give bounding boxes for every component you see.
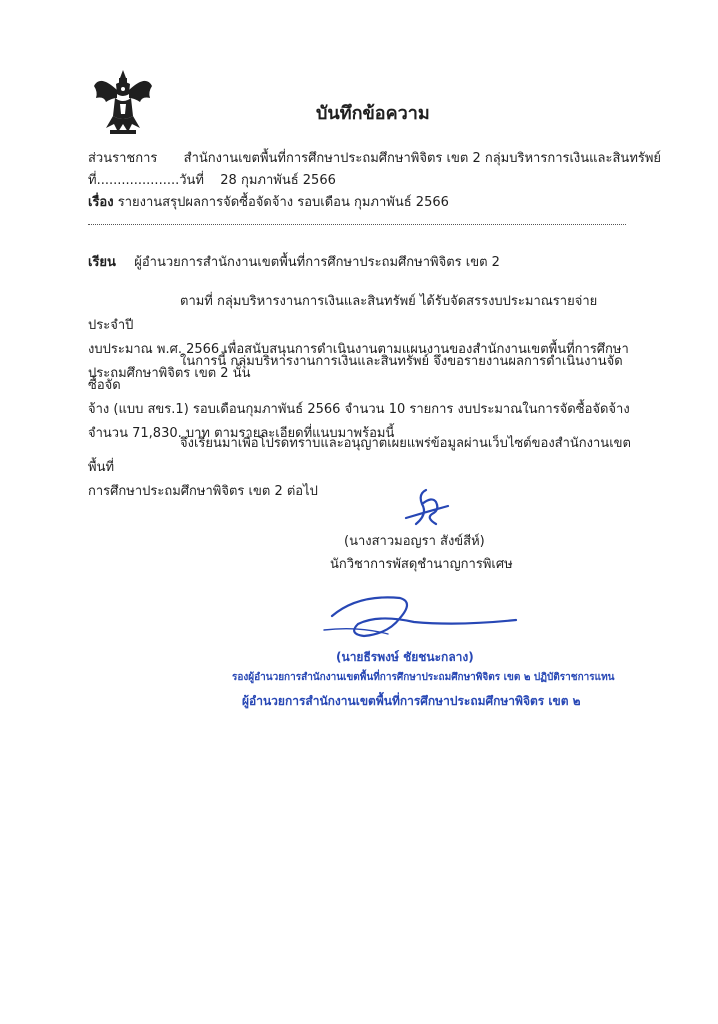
subject-row <box>88 194 449 212</box>
p1-line-1: ตามที่ กลุ่มบริหารงานการเงินและสินทรัพย์ ได้รับจัดสรรงบประมาณรายจ่าย ประจำปี <box>88 294 598 333</box>
p3-line-1: จึงเรียนมาเพื่อโปรดทราบและอนุญาตเผยแพร่ข้อมูลผ่านเว็บไซต์ของสำนักงานเขตพื้นที่ <box>88 436 631 475</box>
ref-label: ที่ <box>88 173 97 188</box>
agency-row <box>88 150 661 168</box>
memo-title: บันทึกข้อความ <box>316 103 430 124</box>
agency-label: ส่วนราชการ <box>88 151 158 166</box>
signature-1-mark <box>396 484 456 532</box>
p1-line-2: งบประมาณ พ.ศ. 2566 เพื่อสนับสนุนการดำเนินงานตามแผนงานของสำนักงานเขตพื้นที่การศึกษา <box>88 342 629 357</box>
paragraph-3 <box>88 432 636 504</box>
signature-2-mark <box>318 590 528 642</box>
subject-value: รายงานสรุปผลการจัดซื้อจัดจ้าง รอบเดือน กุมภาพันธ์ 2566 <box>117 195 449 210</box>
date-value: 28 กุมภาพันธ์ 2566 <box>220 173 336 188</box>
date-label: วันที่ <box>179 173 204 188</box>
signer-2-position-2: ผู้อำนวยการสำนักงานเขตพื้นที่การศึกษาประถมศึกษาพิจิตร เขต ๒ <box>242 694 581 708</box>
salutation-row <box>88 254 500 272</box>
subject-label: เรื่อง <box>88 195 114 210</box>
garuda-emblem-icon <box>92 68 154 138</box>
salutation-label: เรียน <box>88 255 116 270</box>
ref-dots: .................... <box>96 173 180 188</box>
agency-value: สำนักงานเขตพื้นที่การศึกษาประถมศึกษาพิจิตร เขต 2 กลุ่มบริหารการเงินและสินทรัพย์ <box>183 151 662 166</box>
signer-1-position: นักวิชาการพัสดุชำนาญการพิเศษ <box>330 557 513 572</box>
header-divider <box>88 224 626 225</box>
salutation-value: ผู้อำนวยการสำนักงานเขตพื้นที่การศึกษาประถมศึกษาพิจิตร เขต 2 <box>134 255 500 270</box>
ref-date-row <box>88 172 336 190</box>
p3-line-2: การศึกษาประถมศึกษาพิจิตร เขต 2 ต่อไป <box>88 484 318 499</box>
p1-line-3: ประถมศึกษาพิจิตร เขต 2 นั้น <box>88 366 251 381</box>
p2-line-1: ในการนี้ กลุ่มบริหารงานการเงินและสินทรัพย์ จึงขอรายงานผลการดำเนินงานจัดซื้อจัด <box>88 354 623 393</box>
signer-1-name: (นางสาวมอญรา สังข์สีห์) <box>344 534 485 549</box>
signer-2-name: (นายธีรพงษ์ ชัยชนะกลาง) <box>336 650 474 664</box>
p2-line-3: จำนวน 71,830. บาท ตามรายละเอียดที่แนบมาพร้อมนี้ <box>88 426 395 441</box>
p2-line-2: จ้าง (แบบ สขร.1) รอบเดือนกุมภาพันธ์ 2566 จำนวน 10 รายการ งบประมาณในการจัดซื้อจัดจ้าง <box>88 402 630 417</box>
signer-2-position-1: รองผู้อำนวยการสำนักงานเขตพื้นที่การศึกษาประถมศึกษาพิจิตร เขต ๒ ปฏิบัติราชการแทน <box>232 672 615 683</box>
